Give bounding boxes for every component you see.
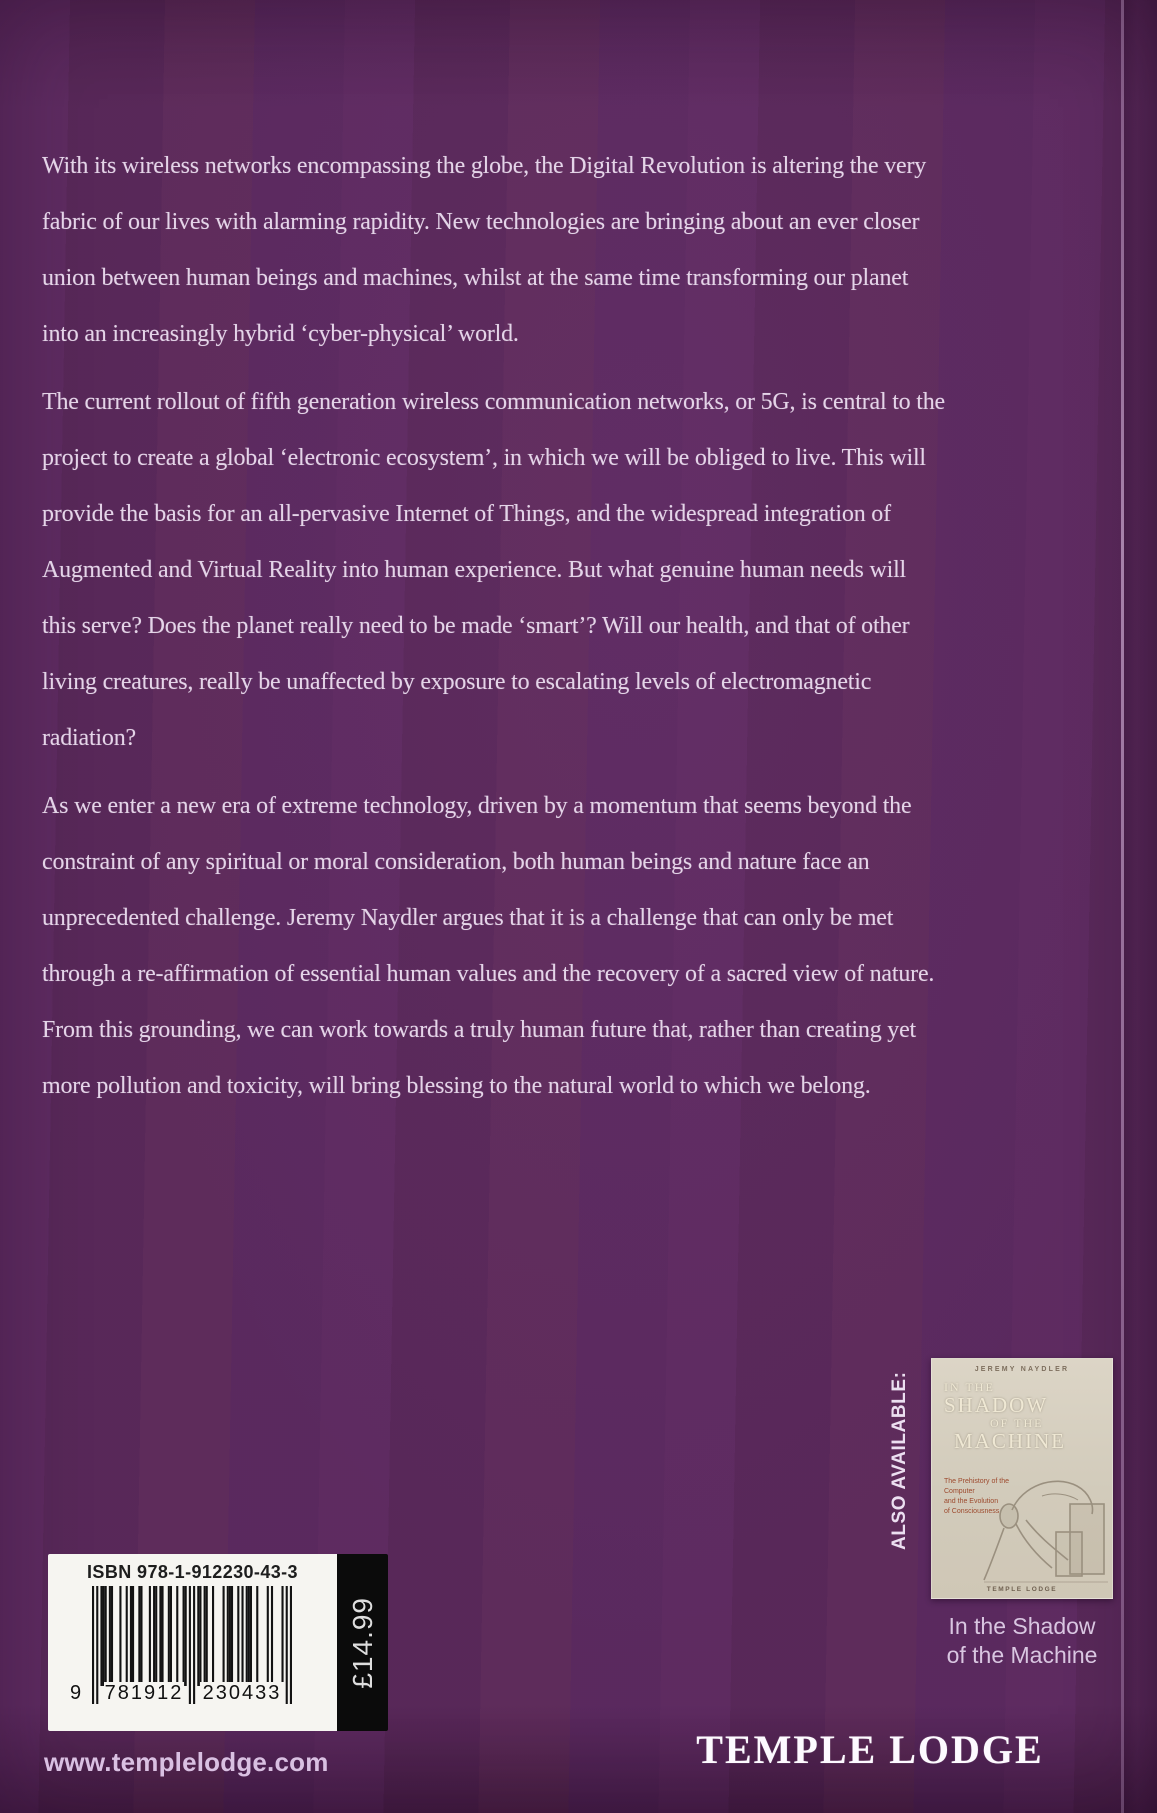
book-edge-shade	[1124, 0, 1157, 1813]
back-cover-blurb	[42, 138, 945, 1126]
thumbnail-publisher: TEMPLE LODGE	[986, 1586, 1058, 1593]
thumbnail-author: JEREMY NAYDLER	[974, 1366, 1070, 1373]
barcode-digit-group1: 781912	[104, 1682, 184, 1704]
blurb-paragraph: The current rollout of fifth generation wireless communication networks, or 5G, is central to the project to create a global ‘electronic ecosystem’, in which we will be obliged to live. This will provide the basis for an all-pervasive Internet of Things, and the widespread integration of Augmented and Virtual Reality into human experience. But what genuine human needs will this serve? Does the planet really need to be made ‘smart’? Will our health, and that of other living creatures, really be unaffected by exposure to escalating levels of electromagnetic radiation?	[42, 389, 945, 751]
blurb-paragraph: As we enter a new era of extreme technology, driven by a momentum that seems beyond the constraint of any spiritual or moral consideration, both human beings and nature face an unprecedented challenge. Jeremy Naydler argues that it is a challenge that can only be met through a re-affirmation of essential human values and the recovery of a sacred view of nature. From this grounding, we can work towards a truly human future that, rather than creating yet more pollution and toxicity, will bring blessing to the natural world to which we belong.	[42, 793, 935, 1099]
also-available-label: ALSO AVAILABLE:	[889, 1371, 910, 1551]
publisher-website: www.templelodge.com	[44, 1747, 329, 1777]
thumbnail-title-line: MACHINE	[954, 1428, 1066, 1453]
thumbnail-subtitle-line: and the Evolution	[944, 1498, 999, 1506]
barcode-digit-left: 9	[70, 1682, 82, 1704]
thumbnail-caption-line: of the Machine	[946, 1642, 1098, 1668]
thumbnail-caption-line: In the Shadow	[948, 1613, 1096, 1639]
thumbnail-title-line: SHADOW	[944, 1392, 1049, 1417]
price-strip	[337, 1554, 388, 1731]
also-available-thumbnail	[931, 1358, 1113, 1599]
thumbnail-title	[944, 1381, 1104, 1452]
blurb-paragraph: With its wireless networks encompassing the globe, the Digital Revolution is altering the very fabric of our lives with alarming rapidity. New technologies are bringing about an ever closer union between human beings and machines, whilst at the same time transforming our planet into an increasingly hybrid ‘cyber-physical’ world.	[42, 153, 927, 347]
isbn-label: ISBN 978-1-912230-43-3	[87, 1562, 298, 1582]
barcode-digit-group2: 230433	[200, 1682, 284, 1704]
thumbnail-title-line: IN THE	[944, 1380, 995, 1394]
price-label: £14.99	[346, 1596, 378, 1689]
barcode-panel	[48, 1554, 337, 1731]
thumbnail-subtitle-line: of Consciousness	[944, 1508, 1000, 1516]
thumbnail-subtitle-line: The Prehistory of the	[944, 1478, 1009, 1485]
thumbnail-title-line: OF THE	[990, 1415, 1044, 1430]
barcode-sticker	[48, 1554, 388, 1731]
thumbnail-caption	[921, 1612, 1123, 1670]
publisher-logo: TEMPLE LODGE	[696, 1727, 1044, 1772]
crouching-figure-sketch	[982, 1466, 1112, 1586]
thumbnail-subtitle-line: Computer	[944, 1488, 975, 1496]
